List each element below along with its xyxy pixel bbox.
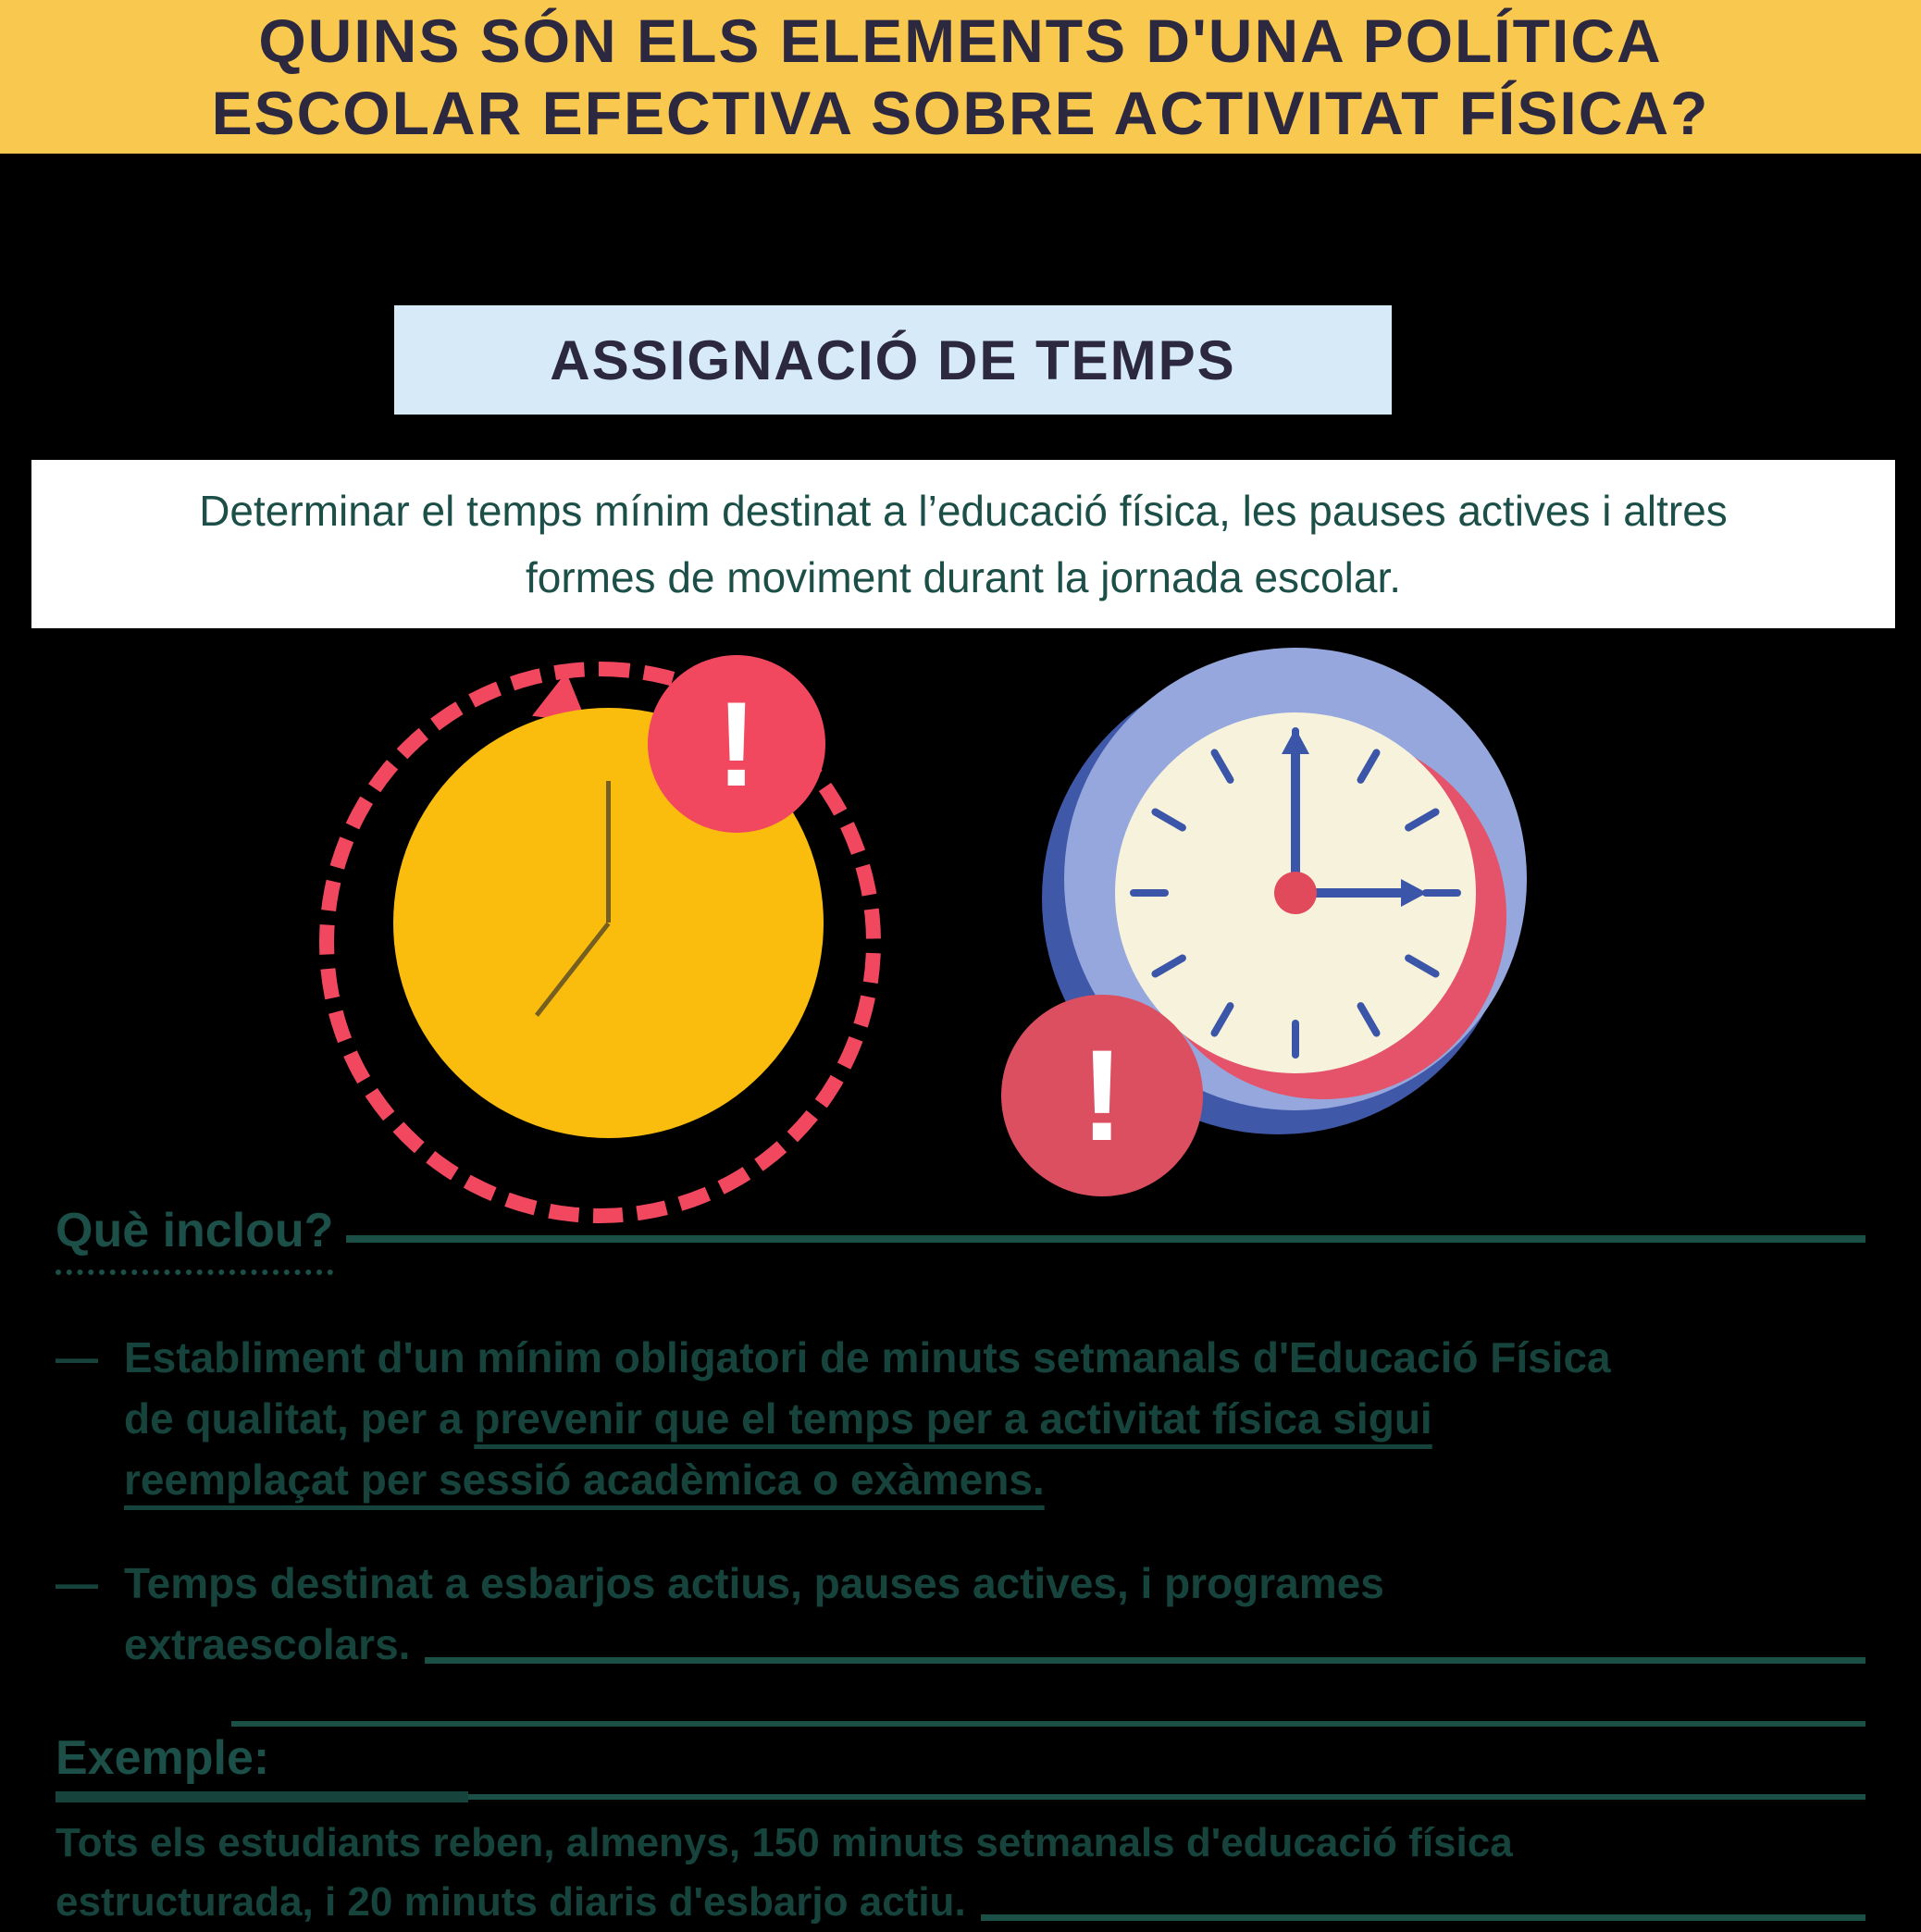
includes-section — [56, 1203, 1865, 1675]
clock-tick-icon — [1404, 953, 1441, 979]
timer-hand-icon — [535, 922, 610, 1016]
underlined-phrase: reemplaçat per sessió acadèmica o exàmens. — [124, 1455, 1045, 1504]
clock-tick-icon — [1404, 807, 1441, 833]
example-heading-row — [56, 1730, 1865, 1802]
bullet-text — [124, 1553, 1865, 1675]
bullet-line: Establiment d'un mínim obligatori de minuts setmanals d'Educació Física — [124, 1333, 1611, 1381]
clock-tick-icon — [1150, 953, 1187, 979]
section-badge-label: ASSIGNACIÓ DE TEMPS — [550, 328, 1236, 391]
includes-heading-row — [56, 1203, 1865, 1275]
clock-tick-icon — [1356, 748, 1382, 785]
example-section — [56, 1717, 1865, 1932]
clock-tick-icon — [1356, 1001, 1382, 1038]
clock-face-icon — [1115, 712, 1476, 1073]
clock-tick-icon — [1150, 807, 1187, 833]
page-title-line2: ESCOLAR EFECTIVA SOBRE ACTIVITAT FÍSICA? — [211, 79, 1710, 147]
clock-tick-icon — [1209, 748, 1235, 785]
bullet-text — [124, 1327, 1611, 1510]
clock-tick-icon — [1130, 889, 1169, 897]
example-text — [56, 1814, 1865, 1932]
alert-exclamation-icon — [1001, 995, 1203, 1196]
divider-rule — [425, 1657, 1865, 1664]
divider-rule — [231, 1721, 1865, 1727]
clock-tick-icon — [1292, 1020, 1299, 1059]
illustration — [0, 638, 1921, 1205]
exclamation-glyph: ! — [716, 676, 757, 811]
includes-heading: Què inclou? — [56, 1203, 333, 1275]
clock-minute-hand-arrow-icon — [1282, 728, 1309, 754]
includes-bullet-list — [56, 1327, 1865, 1675]
timer-hand-icon — [606, 781, 611, 923]
bullet-line: de qualitat, per a — [124, 1394, 475, 1443]
bullet-line: Temps destinat a esbarjos actius, pauses actives, i programes — [124, 1559, 1384, 1607]
page-title-line1: QUINS SÓN ELS ELEMENTS D'UNA POLÍTICA — [258, 6, 1663, 75]
example-heading: Exemple: — [56, 1730, 269, 1802]
alert-exclamation-icon — [648, 655, 825, 833]
exclamation-glyph: ! — [1080, 1022, 1124, 1168]
bullet-line-row — [124, 1614, 1865, 1675]
heading-underline-band — [269, 1791, 468, 1802]
section-badge — [394, 305, 1392, 415]
example-line: Tots els estudiants reben, almenys, 150 minuts setmanals d'educació física — [56, 1820, 1513, 1865]
description-line1: Determinar el temps mínim destinat a l’educació física, les pauses actives i altres — [199, 487, 1728, 535]
clock-hour-hand-arrow-icon — [1401, 879, 1427, 907]
clock-tick-icon — [1209, 1001, 1235, 1038]
list-item — [56, 1327, 1865, 1510]
divider-rule — [468, 1794, 1865, 1800]
bullet-line: extraescolars. — [124, 1620, 411, 1668]
divider-rule — [346, 1235, 1865, 1243]
description-line2: formes de moviment durant la jornada escolar. — [525, 553, 1402, 601]
clock-center-dot-icon — [1274, 872, 1317, 914]
title-banner — [0, 0, 1921, 154]
list-item — [56, 1553, 1865, 1675]
divider-rule — [981, 1914, 1865, 1921]
clock-tick-icon — [1422, 889, 1461, 897]
bullet-dash-icon: — — [56, 1559, 98, 1607]
description-box — [31, 460, 1895, 628]
example-line-row — [56, 1873, 1865, 1932]
bullet-dash-icon: — — [56, 1333, 98, 1381]
example-line: estructurada, i 20 minuts diaris d'esbarjo actiu. — [56, 1879, 966, 1925]
underlined-phrase: prevenir que el temps per a activitat física sigui — [474, 1394, 1432, 1443]
